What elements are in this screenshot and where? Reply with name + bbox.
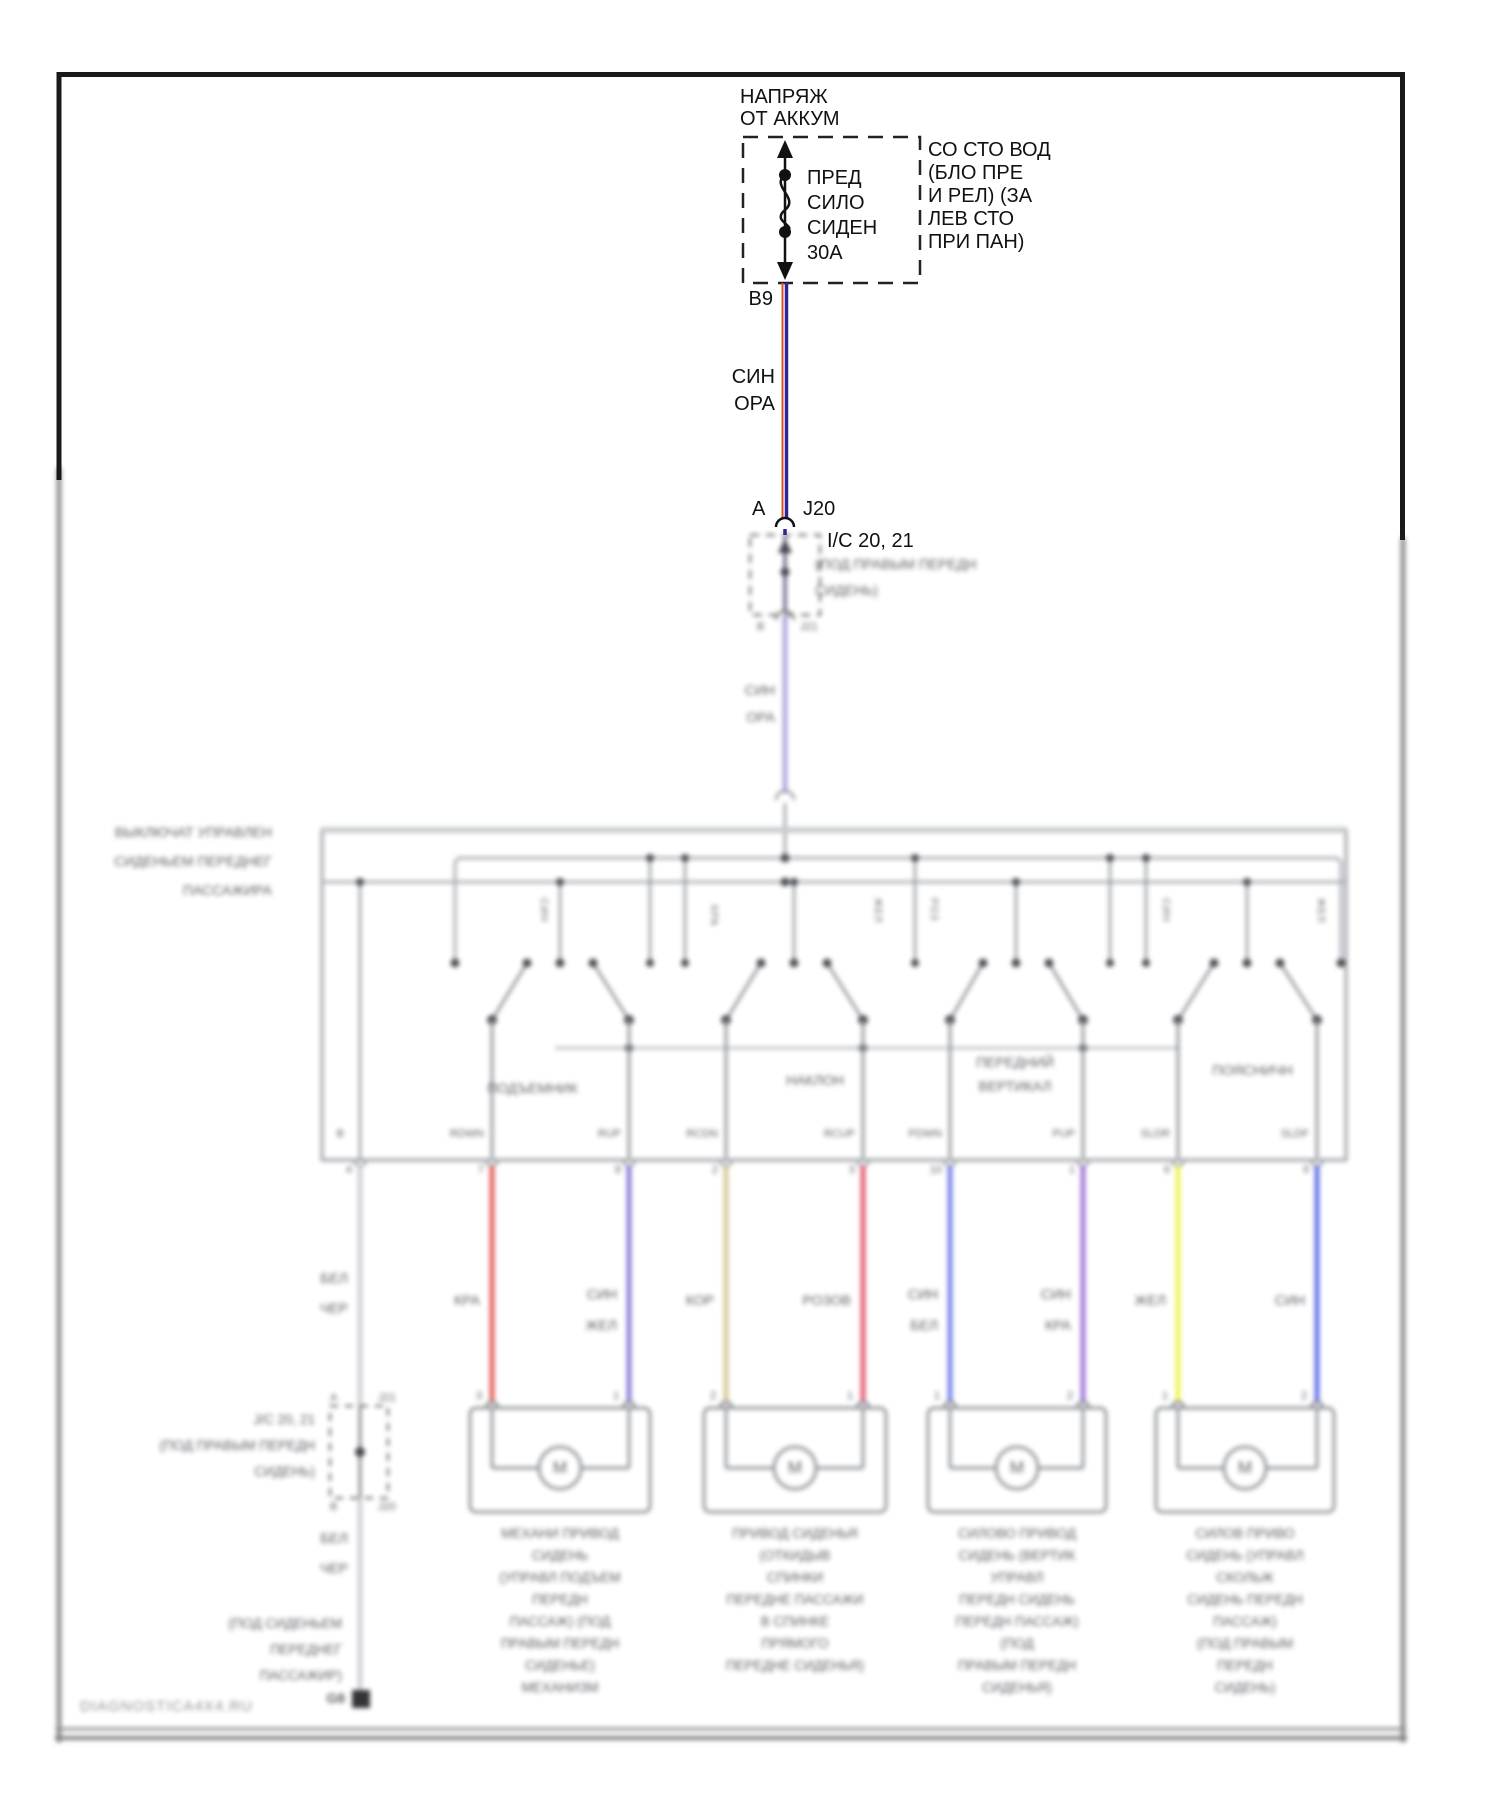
ground-id: G8 xyxy=(326,1690,345,1706)
caption-line: ПЕРЕДН ПАССАЖ) xyxy=(955,1614,1079,1629)
wire-color-mid-line2: ОРА xyxy=(746,709,775,725)
fuse-out-pin: B9 xyxy=(748,288,773,310)
seat-motors xyxy=(470,1402,1334,1512)
wire-label: КРА xyxy=(454,1292,480,1308)
jc-bottom-line3: СИДЕНЬ) xyxy=(254,1464,315,1479)
caption-line: (УПРАВЛ ПОДЪЕМ xyxy=(499,1570,621,1585)
switch-section-recline: НАКЛОН xyxy=(786,1072,844,1088)
fuse-label-line3: СИДЕН xyxy=(807,217,878,239)
rotated-wire-label: ЖЕЛ xyxy=(1315,898,1326,924)
motor-pin-number: 3 xyxy=(476,1390,483,1402)
watermark: DIAGNOSTICA4X4.RU xyxy=(80,1698,253,1715)
switch-pin-label: RUP xyxy=(597,1128,621,1140)
joint-connector-id: I/C 20, 21 xyxy=(827,530,914,552)
caption-line: СИДЕНЬ ПЕРЕДН xyxy=(1187,1592,1303,1607)
jc-top-exit-id: J21 xyxy=(800,621,818,633)
wire-label: ЖЕЛ xyxy=(585,1317,617,1333)
seat-switch-box xyxy=(322,830,1346,1160)
caption-line: СИДЕНЬЕ) xyxy=(525,1658,595,1673)
switch-pin-label: SLDR xyxy=(1140,1128,1170,1140)
jc-bottom-line1: J/C 20, 21 xyxy=(253,1412,315,1427)
caption-line: СИДЕНЬ (ВЕРТИК xyxy=(958,1548,1076,1563)
motor-pin-number: 1 xyxy=(847,1390,854,1402)
switch-pin-number: 2 xyxy=(711,1164,718,1176)
switch-pin-label: RCDN xyxy=(686,1128,718,1140)
motor-symbol-m: M xyxy=(1009,1458,1025,1477)
switch-pin-label: PDWN xyxy=(908,1128,942,1140)
wire-color-top-line2: ОРА xyxy=(734,393,775,415)
wire-label: КРА xyxy=(1045,1317,1071,1333)
wire-label: РОЗОВ xyxy=(802,1292,851,1308)
wire-label: СИН xyxy=(1040,1286,1071,1302)
wire-label: СИН xyxy=(586,1286,617,1302)
wire-color-mid-line1: СИН xyxy=(744,682,775,698)
jc-bottom-mark: A xyxy=(330,1392,338,1404)
wire-label: СИН xyxy=(1274,1292,1305,1308)
caption-line: ПЕРЕДН xyxy=(532,1592,588,1607)
switch-label-line1: ВЫКЛЮЧАТ УПРАВЛЕН xyxy=(114,824,272,840)
motor-pin-number: 2 xyxy=(710,1390,717,1402)
caption-line: СИДЕНЬ (УПРАВЛ xyxy=(1186,1548,1304,1563)
rotated-wire-label: ЖЕЛ xyxy=(872,898,883,924)
switch-section-lumbar: ПОЯСНИЧН xyxy=(1212,1062,1293,1078)
switch-section-frontvert-line2: ВЕРТИКАЛ xyxy=(978,1078,1052,1094)
motor-pin-number: 2 xyxy=(1067,1390,1074,1402)
switch-section-lifter: ПОДЪЕМНИК xyxy=(487,1080,578,1096)
jc-bottom-mark: J20 xyxy=(378,1501,396,1513)
motor-pin-number: 1 xyxy=(613,1390,620,1402)
switch-pin-label: SLDF xyxy=(1280,1128,1309,1140)
switch-pin-number: 6 xyxy=(1163,1164,1170,1176)
wire-label: ЖЕЛ xyxy=(1134,1292,1166,1308)
jc-top-exit-pin: B xyxy=(757,621,765,633)
caption-line: СКОЛЬЖ xyxy=(1216,1570,1274,1585)
wire-label: СИН xyxy=(907,1286,938,1302)
fuse-location-line2: (БЛО ПРЕ xyxy=(928,162,1024,184)
switch-label-line3: ПАССАЖИРА xyxy=(182,882,272,898)
ground-wire-label: ЧЕР xyxy=(319,1560,348,1576)
jc-bottom-mark: J21 xyxy=(378,1392,396,1404)
caption-line: СИДЕНЬ) xyxy=(1214,1680,1276,1695)
bottom-location-line2: ПЕРЕДНЕГ xyxy=(270,1642,342,1657)
caption-line: ПЕРЕДН СИДЕНЬ xyxy=(959,1592,1075,1607)
caption-line: (ПОД xyxy=(1000,1636,1034,1651)
switch-contacts xyxy=(492,963,1317,1020)
jc-top-location-line2: СИДЕНЬ) xyxy=(815,582,878,598)
motor-pin-number: 2 xyxy=(1301,1390,1308,1402)
bottom-location-line1: (ПОД СИДЕНЬЕМ xyxy=(228,1616,342,1631)
jc-top-location-line1: (ПОД ПРАВЫМ ПЕРЕДН xyxy=(815,556,977,572)
motor-symbol-m: M xyxy=(1237,1458,1253,1477)
joint-connector-top xyxy=(750,535,820,620)
caption-line: УПРАВЛ xyxy=(990,1570,1044,1585)
switch-pin-number: 10 xyxy=(929,1164,942,1176)
caption-line: (ПОД ПРАВЫМ xyxy=(1196,1636,1294,1651)
switch-pin-number: 7 xyxy=(477,1164,484,1176)
fuse-label-line4: 30А xyxy=(807,242,843,264)
caption-line: ПАССАЖ) xyxy=(1213,1614,1277,1629)
motor-wires xyxy=(360,1166,1317,1406)
ground-wire-label: БЕЛ xyxy=(320,1530,348,1546)
fuse-label-line2: СИЛО xyxy=(807,192,865,214)
caption-line: СИДЕНЬЯ) xyxy=(982,1680,1052,1695)
switch-pin-label: RDWN xyxy=(449,1128,484,1140)
battery-voltage-line2: ОТ АККУМ xyxy=(740,108,840,130)
fuse-location-line3: И РЕЛ) (ЗА xyxy=(928,185,1033,207)
switch-pin-number: 4 xyxy=(345,1164,352,1176)
feed-wire-lower xyxy=(776,615,794,858)
fuse-location-line5: ПРИ ПАН) xyxy=(928,231,1025,253)
motor-symbol-m: M xyxy=(787,1458,803,1477)
motor-pin-number: 1 xyxy=(1162,1390,1169,1402)
caption-line: СИЛОВО ПРИВОД xyxy=(958,1526,1076,1541)
switch-pin-number: 3 xyxy=(848,1164,855,1176)
wire-color-top-line1: СИН xyxy=(731,366,775,388)
wire-label: КОР xyxy=(685,1292,714,1308)
fuse-location-line4: ЛЕВ СТО xyxy=(928,208,1015,230)
caption-line: ПЕРЕДН xyxy=(1217,1658,1273,1673)
caption-line: (ОТКИДЫВ xyxy=(759,1548,831,1563)
fuse-location-line1: СО СТО ВОД xyxy=(928,139,1051,161)
bottom-location-line3: ПАССАЖИР) xyxy=(259,1668,342,1683)
caption-line: ПРЯМОГО xyxy=(761,1636,829,1651)
connector-pin-a: A xyxy=(752,498,766,520)
battery-voltage-line1: НАПРЯЖ xyxy=(740,86,828,108)
motor-symbol-m: M xyxy=(552,1458,568,1477)
switch-pin-number: 9 xyxy=(1302,1164,1309,1176)
caption-line: ПАССАЖ) (ПОД xyxy=(509,1614,611,1629)
caption-line: ПРАВЫМ ПЕРЕДН xyxy=(500,1636,620,1651)
caption-line: ПЕРЕДНЕ СИДЕНЬЯ) xyxy=(725,1658,865,1673)
rotated-wire-label: РОЗ xyxy=(928,898,939,922)
fuse-label-line1: ПРЕД xyxy=(807,167,862,189)
wire-label: БЕЛ xyxy=(910,1317,938,1333)
caption-line: МЕХАНИ ПРИВОД xyxy=(501,1526,619,1541)
caption-line: МЕХАНИЗМ xyxy=(521,1680,599,1695)
ground-symbol xyxy=(352,1690,370,1708)
jc-bottom-line2: (ПОД ПРАВЫМ ПЕРЕДН xyxy=(159,1438,315,1453)
switch-pin-label: PUP xyxy=(1052,1128,1075,1140)
switch-pin-label: RCUP xyxy=(823,1128,855,1140)
caption-line: СПИНКИ xyxy=(766,1570,824,1585)
caption-line: ПЕРЕДНЕ ПАССАЖИ xyxy=(726,1592,864,1607)
caption-line: ПРИВОД СИДЕНЬЯ xyxy=(732,1526,858,1541)
rotated-wire-label: КРА xyxy=(708,905,719,927)
switch-pin-number: 1 xyxy=(1068,1164,1075,1176)
wire-label: ЧЕР xyxy=(319,1300,348,1316)
caption-line: СИДЕНЬ xyxy=(531,1548,589,1563)
switch-pin-label: B xyxy=(336,1128,344,1140)
caption-line: ПРАВЫМ ПЕРЕДН xyxy=(957,1658,1077,1673)
caption-line: СИЛОВ ПРИВО xyxy=(1195,1526,1295,1541)
motor-pin-number: 1 xyxy=(934,1390,941,1402)
rotated-wire-label: СИН xyxy=(538,898,549,923)
switch-pin-number: 8 xyxy=(614,1164,621,1176)
jc-bottom-mark: B xyxy=(330,1501,338,1513)
switch-label-line2: СИДЕНЬЕМ ПЕРЕДНЕГ xyxy=(114,853,272,869)
connector-id-j20: J20 xyxy=(803,498,836,520)
wire-label: БЕЛ xyxy=(320,1270,348,1286)
caption-line: В СПИНКЕ xyxy=(760,1614,830,1629)
rotated-wire-label: СИН xyxy=(1160,898,1171,923)
switch-section-frontvert-line1: ПЕРЕДНИЙ xyxy=(976,1054,1054,1070)
